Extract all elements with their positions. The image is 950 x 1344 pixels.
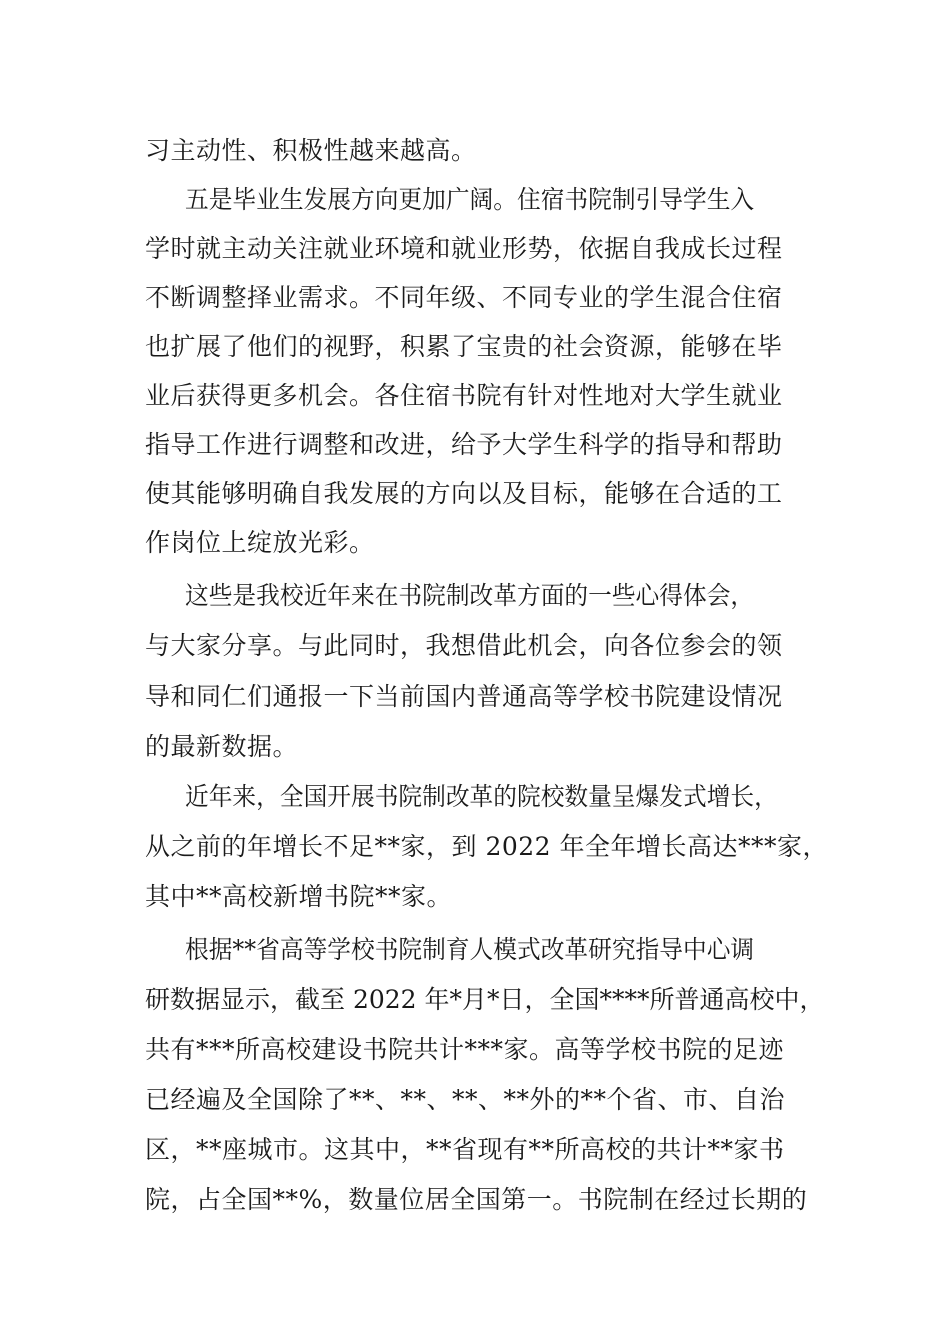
text-line: 共有***所高校建设书院共计***家。高等学校书院的足迹 [145,1035,785,1064]
text-line: 指导工作进行调整和改进，给予大学生科学的指导和帮助 [145,430,783,459]
text-line: 从之前的年增长不足**家，到 2022 年全年增长高达***家， [145,832,829,861]
text-line: 的最新数据。 [145,732,299,761]
paragraph-first-line: 五是毕业生发展方向更加广阔。住宿书院制引导学生入 [185,185,755,214]
text-line: 业后获得更多机会。各住宿书院有针对性地对大学生就业 [145,381,783,410]
paragraph-first-line: 近年来，全国开展书院制改革的院校数量呈爆发式增长， [185,782,778,811]
text-line: 院，占全国**%，数量位居全国第一。书院制在经过长期的 [145,1185,808,1214]
text-line: 习主动性、积极性越来越高。 [145,136,477,165]
paragraph-first-line: 这些是我校近年来在书院制改革方面的一些心得体会， [185,581,755,610]
text-line: 也扩展了他们的视野，积累了宝贵的社会资源，能够在毕 [145,332,783,361]
text-line: 导和同仁们通报一下当前国内普通高等学校书院建设情况 [145,682,783,711]
text-line: 与大家分享。与此同时，我想借此机会，向各位参会的领 [145,631,783,660]
text-line: 其中**高校新增书院**家。 [145,882,453,911]
text-line: 研数据显示，截至 2022 年*月*日，全国****所普通高校中， [145,985,825,1014]
text-line: 区，**座城市。这其中，**省现有**所高校的共计**家书 [145,1135,785,1164]
text-line: 不断调整择业需求。不同年级、不同专业的学生混合住宿 [145,283,783,312]
text-line: 使其能够明确自我发展的方向以及目标，能够在合适的工 [145,479,783,508]
paragraph-first-line: 根据**省高等学校书院制育人模式改革研究指导中心调 [185,935,755,964]
text-line: 作岗位上绽放光彩。 [145,528,375,557]
text-line: 学时就主动关注就业环境和就业形势，依据自我成长过程 [145,234,783,263]
text-line: 已经遍及全国除了**、**、**、**外的**个省、市、自治 [145,1085,786,1114]
